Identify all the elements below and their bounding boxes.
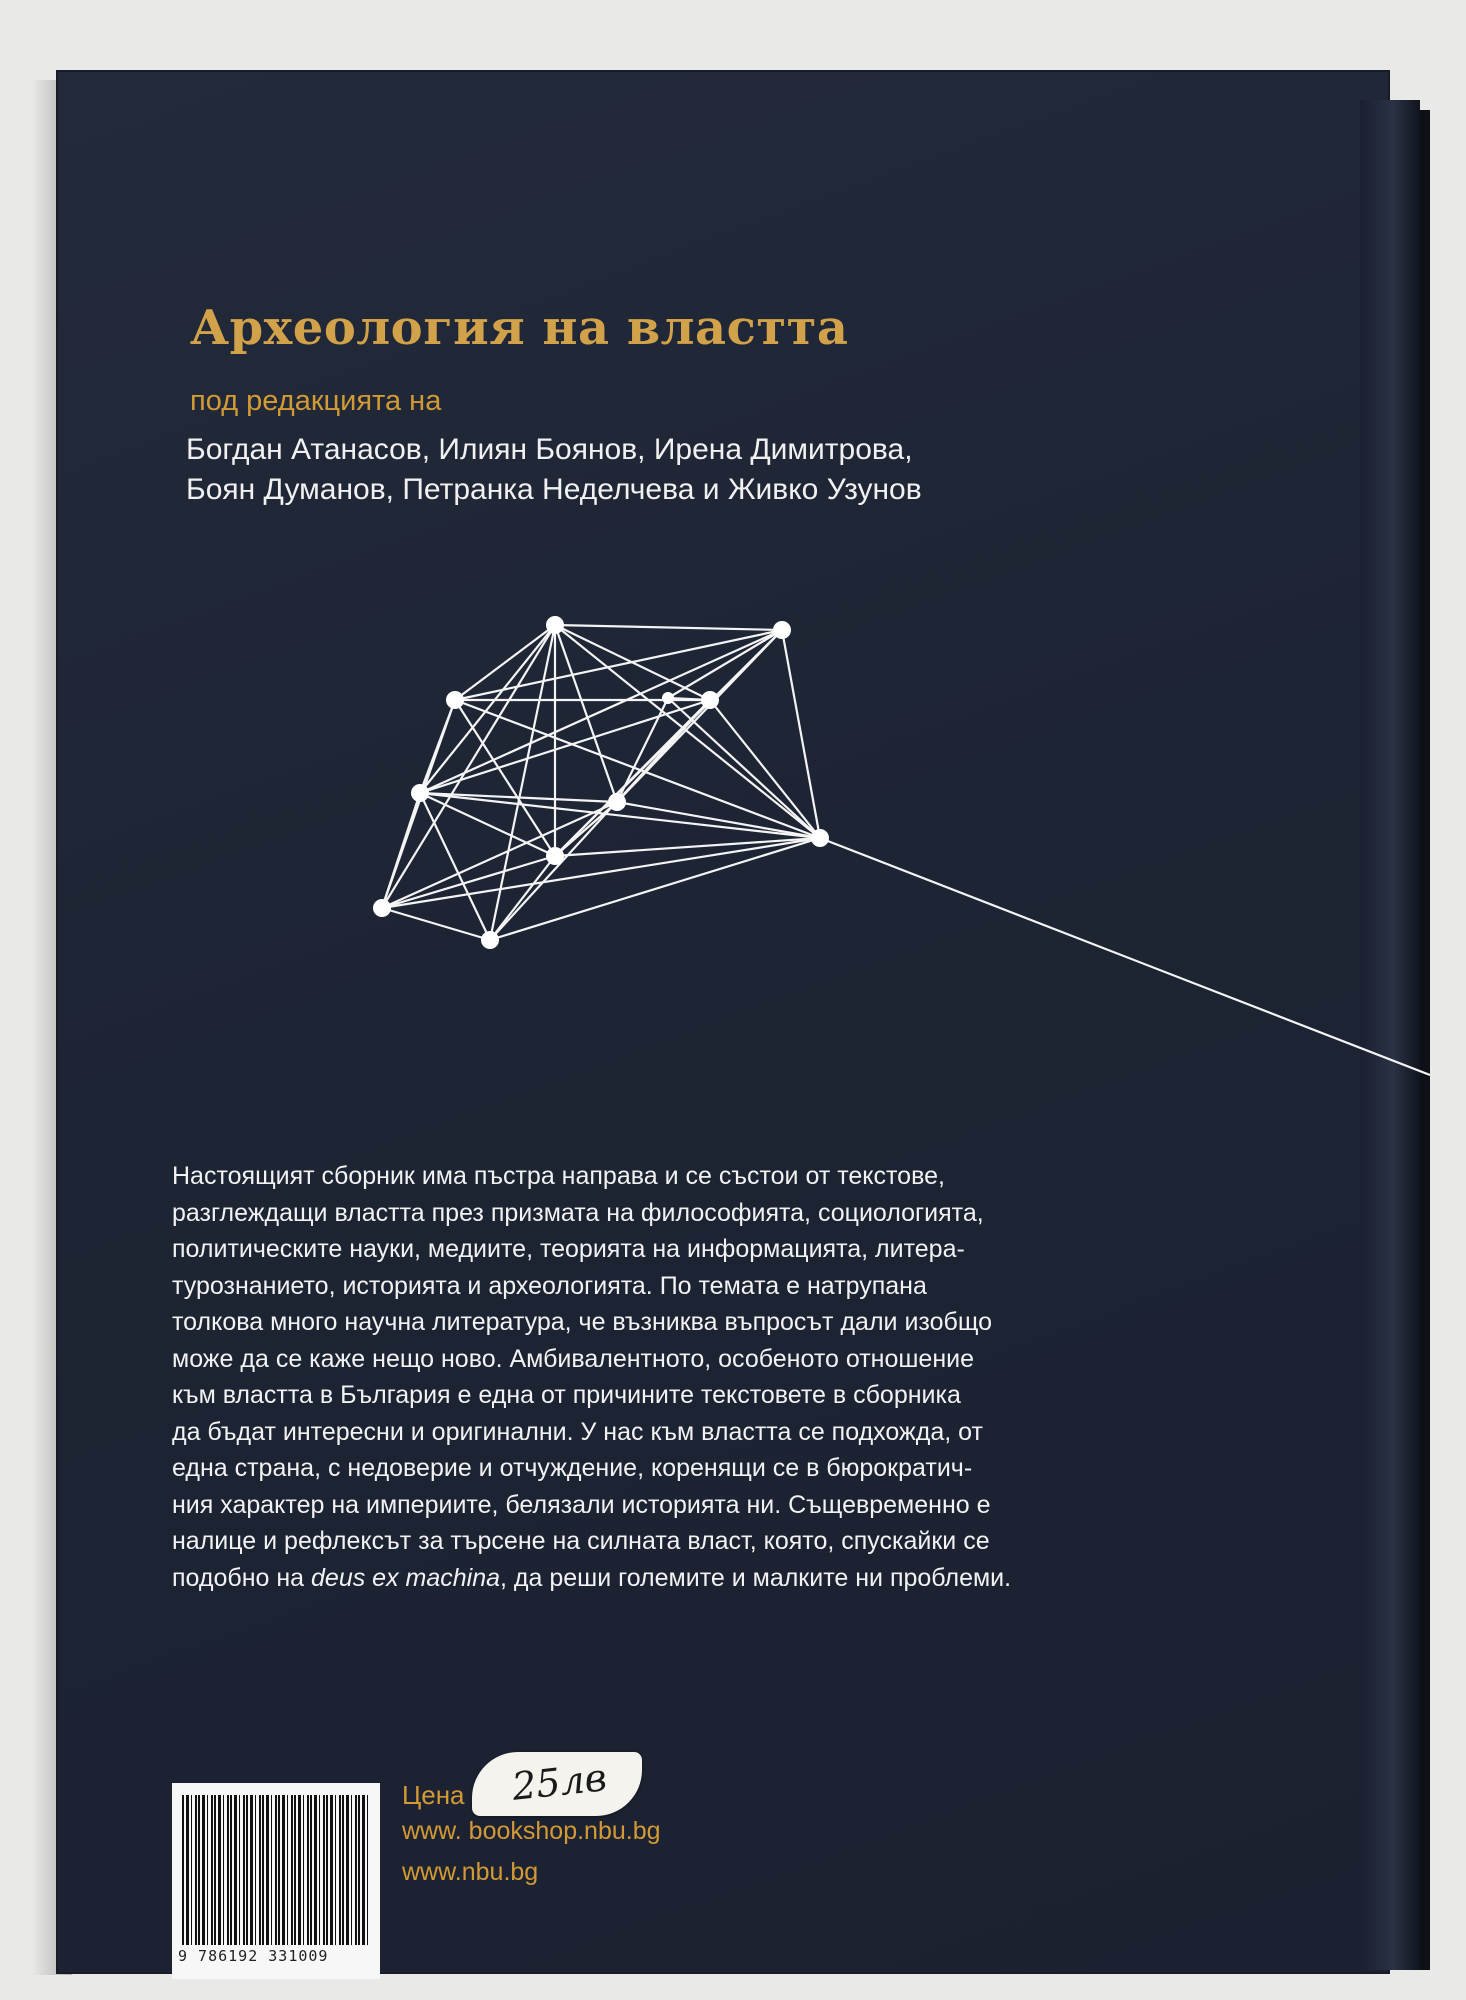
description-last-line	[172, 1560, 1138, 1597]
bookshop-link: www. bookshop.nbu.bg	[402, 1817, 661, 1845]
book-title: Археология на властта	[190, 300, 849, 356]
isbn-digits: 9 786192 331009	[178, 1947, 329, 1965]
description-line: политическите науки, медиите, теорията на информацията, литера-	[172, 1235, 965, 1263]
isbn-barcode-panel	[172, 1783, 380, 1979]
price-label: Цена	[402, 1780, 465, 1810]
price-handwritten: 25лв	[509, 1755, 609, 1809]
description-italic: deus ex machina	[311, 1563, 501, 1592]
description-line: може да се каже нещо ново. Амбивалентното, особеното отношение	[172, 1344, 974, 1373]
network-edges	[382, 625, 1430, 1075]
description-line: турознанието, историята и археологията. По темата е натрупана	[172, 1271, 927, 1300]
editors-line: Богдан Атанасов, Илиян Боянов, Ирена Димитрова,	[186, 433, 913, 466]
description-line: Настоящият сборник има пъстра направа и се състои от текстове,	[172, 1162, 945, 1190]
description-line: разглеждащи властта през призмата на философията, социологията,	[172, 1198, 984, 1227]
description-line: към властта в България е една от причините текстовете в сборника	[172, 1381, 961, 1409]
editors-caption: под редакцията на	[190, 385, 442, 417]
description-last-before: подобно на	[172, 1563, 312, 1592]
description-line: ния характер на империите, белязали историята ни. Същевременно е	[172, 1490, 991, 1519]
price-sticker	[472, 1752, 642, 1816]
description-line: една страна, с недоверие и отчуждение, коренящи се в бюрократич-	[172, 1454, 973, 1482]
description-last-after: , да реши големите и малките ни проблеми.	[500, 1563, 1012, 1592]
editors-line: Боян Думанов, Петранка Неделчева и Живко Узунов	[186, 473, 922, 506]
description-line: да бъдат интересни и оригинални. У нас към властта се подхожда, от	[172, 1417, 983, 1446]
book-description	[172, 1158, 1138, 1596]
website-link: www.nbu.bg	[402, 1858, 539, 1886]
barcode-icon	[182, 1795, 370, 1945]
description-line: налице и рефлексът за търсене на силната власт, която, спускайки се	[172, 1527, 990, 1555]
description-line: толкова много научна литература, че възниква въпросът дали изобщо	[172, 1308, 993, 1336]
